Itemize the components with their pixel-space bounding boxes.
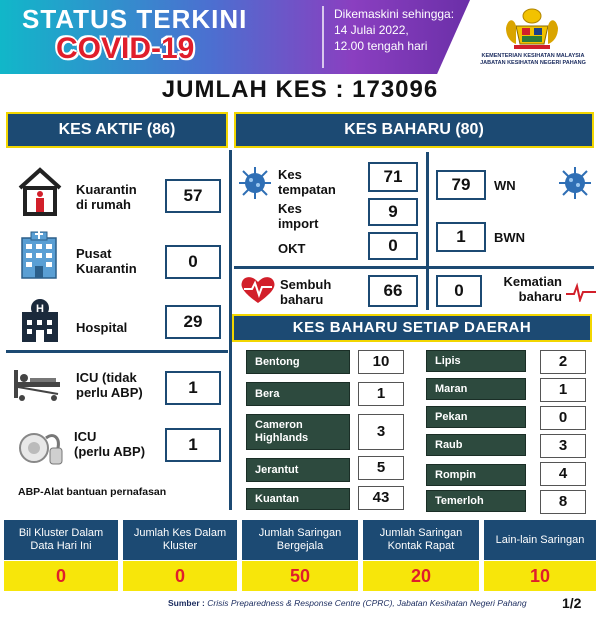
district-rompin: Rompin <box>426 464 526 486</box>
district-temerloh: Temerloh <box>426 490 526 512</box>
label-line: (perlu ABP) <box>74 444 146 459</box>
label-line: tempatan <box>278 182 336 197</box>
stat-kluster-hari-ini-label: Bil Kluster Dalam Data Hari Ini <box>4 520 118 560</box>
ministry-line-2: JABATAN KESIHATAN NEGERI PAHANG <box>480 60 586 66</box>
update-info <box>322 6 466 68</box>
district-jerantut: Jerantut <box>246 458 350 482</box>
kes-import-value: 9 <box>368 198 418 226</box>
kematian-value: 0 <box>436 275 482 307</box>
abp-footnote: ABP-Alat bantuan pernafasan <box>18 486 167 498</box>
source-text: Crisis Preparedness & Response Centre (CPRC), Jabatan Kesihatan Negeri Pahang <box>207 598 527 608</box>
district-jerantut-value: 5 <box>358 456 404 480</box>
stat-saringan-kontak-label: Jumlah Saringan Kontak Rapat <box>363 520 479 560</box>
district-maran: Maran <box>426 378 526 400</box>
stat-lain-saringan-value: 10 <box>484 561 596 591</box>
district-bentong-value: 10 <box>358 350 404 374</box>
ministry-name <box>470 53 596 67</box>
house-quarantine-icon <box>16 166 64 216</box>
title-status: STATUS TERKINI <box>22 4 248 34</box>
source-note <box>168 598 558 608</box>
source-prefix: Sumber : <box>168 598 205 608</box>
icu-bed-icon <box>10 364 66 404</box>
stat-kluster-hari-ini-value: 0 <box>4 561 118 591</box>
label-line: baharu <box>518 289 562 304</box>
district-pekan-value: 0 <box>540 406 586 430</box>
divider-horizontal-right <box>234 266 594 269</box>
page-number: 1/2 <box>562 595 582 611</box>
kes-aktif-banner: KES AKTIF (86) <box>6 112 228 148</box>
label-line: Kuarantin <box>76 261 137 276</box>
building-icon <box>16 230 62 280</box>
district-raub: Raub <box>426 434 526 456</box>
divider-horizontal <box>6 350 228 353</box>
update-line-2: 14 Julai 2022, <box>334 23 409 37</box>
district-pekan: Pekan <box>426 406 526 428</box>
update-line-3: 12.00 tengah hari <box>334 39 428 53</box>
update-line-1: Dikemaskini sehingga: <box>334 7 455 21</box>
svg-text:H: H <box>36 303 44 315</box>
pusat-kuarantin-value: 0 <box>165 245 221 279</box>
district-raub-value: 3 <box>540 434 586 458</box>
title-covid: COVID-19 <box>56 32 195 65</box>
district-bera: Bera <box>246 382 350 406</box>
ministry-line-1: KEMENTERIAN KESIHATAN MALAYSIA <box>481 53 585 59</box>
label-line: di rumah <box>76 197 131 212</box>
district-rompin-value: 4 <box>540 462 586 486</box>
icu-perlu-abp-value: 1 <box>165 428 221 462</box>
label-line: baharu <box>280 292 324 307</box>
heart-pulse-icon <box>240 275 276 305</box>
icu-perlu-abp-label <box>74 429 166 459</box>
stat-saringan-bergejala-value: 50 <box>242 561 358 591</box>
wn-value: 79 <box>436 170 486 200</box>
district-kuantan: Kuantan <box>246 488 350 510</box>
district-cameron-highlands: Cameron Highlands <box>246 414 350 450</box>
okt-value: 0 <box>368 232 418 260</box>
flatline-icon <box>566 282 596 302</box>
label-line: Kes <box>278 201 302 216</box>
label-line: Kes <box>278 167 302 182</box>
hospital-value: 29 <box>165 305 221 339</box>
stat-kes-kluster-value: 0 <box>123 561 237 591</box>
hospital-icon <box>18 298 62 344</box>
district-temerloh-value: 8 <box>540 490 586 514</box>
label-line: import <box>278 216 319 231</box>
kematian-label <box>488 274 562 304</box>
kes-import-label <box>278 201 358 231</box>
daerah-banner: KES BAHARU SETIAP DAERAH <box>232 314 592 342</box>
icu-tidak-abp-value: 1 <box>165 371 221 405</box>
sembuh-baharu-value: 66 <box>368 275 418 307</box>
kuarantin-rumah-value: 57 <box>165 179 221 213</box>
label-line: Kuarantin <box>76 182 137 197</box>
district-bentong: Bentong <box>246 350 350 374</box>
stat-lain-saringan-label: Lain-lain Saringan <box>484 520 596 560</box>
wn-label: WN <box>494 178 516 193</box>
kes-baharu-banner: KES BAHARU (80) <box>234 112 594 148</box>
ventilator-mask-icon <box>14 424 66 470</box>
label-line: ICU (tidak <box>76 370 137 385</box>
sembuh-baharu-label <box>280 277 360 307</box>
label-line: Kematian <box>503 274 562 289</box>
district-kuantan-value: 43 <box>358 486 404 510</box>
coat-of-arms-icon <box>500 6 564 50</box>
label-line: ICU <box>74 429 97 444</box>
okt-label: OKT <box>278 241 306 256</box>
district-lipis: Lipis <box>426 350 526 372</box>
total-cases: JUMLAH KES : 173096 <box>161 76 439 103</box>
stat-saringan-kontak-value: 20 <box>363 561 479 591</box>
virus-icon <box>238 166 272 200</box>
hospital-label: Hospital <box>76 320 128 335</box>
district-lipis-value: 2 <box>540 350 586 374</box>
stat-kes-kluster-label: Jumlah Kes Dalam Kluster <box>123 520 237 560</box>
label-line: perlu ABP) <box>76 385 143 400</box>
bwn-label: BWN <box>494 230 526 245</box>
district-maran-value: 1 <box>540 378 586 402</box>
kes-tempatan-label <box>278 167 358 197</box>
kuarantin-rumah-label <box>76 182 162 212</box>
pusat-kuarantin-label <box>76 246 162 276</box>
icu-tidak-abp-label <box>76 370 166 400</box>
divider-vertical-right <box>426 152 429 310</box>
label-line: Sembuh <box>280 277 332 292</box>
kes-tempatan-value: 71 <box>368 162 418 192</box>
bwn-value: 1 <box>436 222 486 252</box>
district-bera-value: 1 <box>358 382 404 406</box>
virus-icon <box>558 166 592 200</box>
district-cameron-highlands-value: 3 <box>358 414 404 450</box>
stat-saringan-bergejala-label: Jumlah Saringan Bergejala <box>242 520 358 560</box>
label-line: Pusat <box>76 246 112 261</box>
